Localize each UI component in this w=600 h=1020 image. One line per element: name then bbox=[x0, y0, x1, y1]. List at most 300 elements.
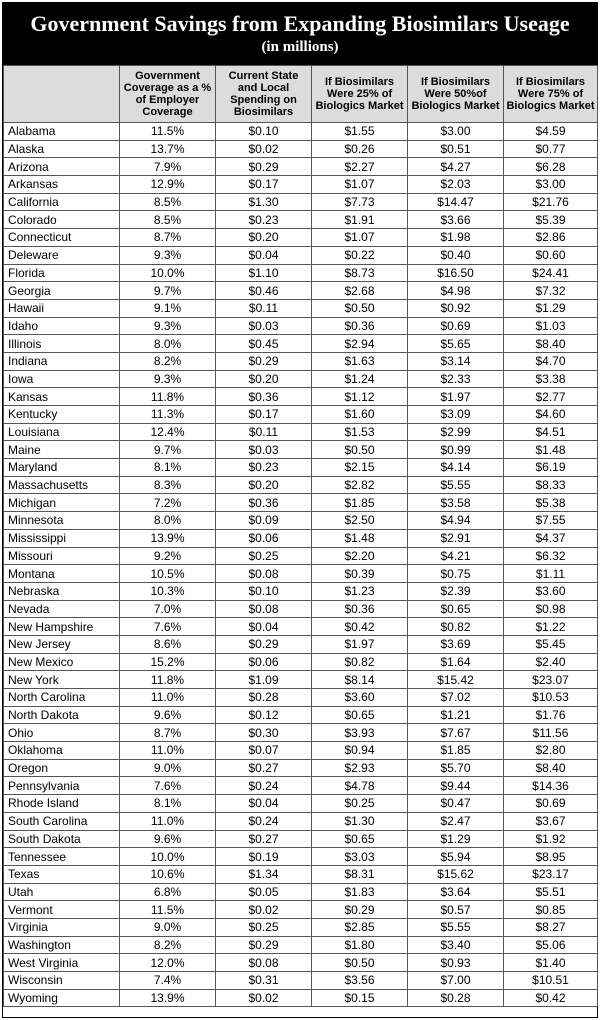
table-row bbox=[4, 123, 598, 141]
savings-50-cell: $1.85 bbox=[408, 742, 504, 760]
state-cell: Vermont bbox=[4, 901, 120, 919]
savings-50-cell: $16.50 bbox=[408, 264, 504, 282]
savings-50-cell: $2.91 bbox=[408, 529, 504, 547]
current-spending-cell: $0.36 bbox=[216, 388, 312, 406]
savings-50-cell: $2.47 bbox=[408, 812, 504, 830]
savings-25-cell: $1.80 bbox=[312, 936, 408, 954]
table-row bbox=[4, 264, 598, 282]
table-row bbox=[4, 423, 598, 441]
state-cell: Minnesota bbox=[4, 512, 120, 530]
current-spending-cell: $0.12 bbox=[216, 706, 312, 724]
savings-75-cell: $8.40 bbox=[504, 759, 598, 777]
savings-75-cell: $8.95 bbox=[504, 848, 598, 866]
savings-75-cell: $11.56 bbox=[504, 724, 598, 742]
state-cell: New Hampshire bbox=[4, 618, 120, 636]
savings-75-cell: $0.85 bbox=[504, 901, 598, 919]
savings-50-cell: $0.93 bbox=[408, 954, 504, 972]
current-spending-cell: $0.11 bbox=[216, 423, 312, 441]
current-spending-cell: $0.46 bbox=[216, 282, 312, 300]
current-spending-cell: $0.27 bbox=[216, 759, 312, 777]
savings-25-cell: $1.07 bbox=[312, 229, 408, 247]
savings-25-cell: $8.14 bbox=[312, 671, 408, 689]
coverage-pct-cell: 10.3% bbox=[120, 582, 216, 600]
savings-75-cell: $10.51 bbox=[504, 972, 598, 990]
savings-75-cell: $5.39 bbox=[504, 211, 598, 229]
savings-50-cell: $0.47 bbox=[408, 795, 504, 813]
table-row bbox=[4, 901, 598, 919]
savings-25-cell: $2.15 bbox=[312, 459, 408, 477]
table-row bbox=[4, 158, 598, 176]
current-spending-cell: $0.20 bbox=[216, 476, 312, 494]
coverage-pct-cell: 7.6% bbox=[120, 618, 216, 636]
savings-25-cell: $0.50 bbox=[312, 441, 408, 459]
table-row bbox=[4, 211, 598, 229]
savings-25-cell: $1.97 bbox=[312, 635, 408, 653]
savings-75-cell: $8.40 bbox=[504, 335, 598, 353]
coverage-pct-cell: 13.9% bbox=[120, 989, 216, 1007]
savings-50-cell: $3.58 bbox=[408, 494, 504, 512]
table-row bbox=[4, 388, 598, 406]
savings-75-cell: $1.76 bbox=[504, 706, 598, 724]
savings-75-cell: $4.60 bbox=[504, 406, 598, 424]
state-cell: Arkansas bbox=[4, 176, 120, 194]
state-cell: Colorado bbox=[4, 211, 120, 229]
coverage-pct-cell: 7.0% bbox=[120, 600, 216, 618]
table-row bbox=[4, 459, 598, 477]
current-spending-cell: $0.20 bbox=[216, 229, 312, 247]
savings-25-cell: $0.50 bbox=[312, 954, 408, 972]
table-row bbox=[4, 954, 598, 972]
savings-25-cell: $0.65 bbox=[312, 830, 408, 848]
coverage-pct-cell: 9.6% bbox=[120, 706, 216, 724]
savings-50-cell: $3.09 bbox=[408, 406, 504, 424]
savings-25-cell: $0.25 bbox=[312, 795, 408, 813]
current-spending-cell: $0.17 bbox=[216, 176, 312, 194]
savings-25-cell: $1.55 bbox=[312, 123, 408, 141]
state-cell: Massachusetts bbox=[4, 476, 120, 494]
savings-25-cell: $4.78 bbox=[312, 777, 408, 795]
savings-75-cell: $5.38 bbox=[504, 494, 598, 512]
savings-75-cell: $6.32 bbox=[504, 547, 598, 565]
state-cell: Rhode Island bbox=[4, 795, 120, 813]
savings-25-cell: $1.91 bbox=[312, 211, 408, 229]
savings-25-cell: $1.07 bbox=[312, 176, 408, 194]
current-spending-cell: $0.10 bbox=[216, 582, 312, 600]
savings-50-cell: $5.65 bbox=[408, 335, 504, 353]
coverage-pct-cell: 9.3% bbox=[120, 246, 216, 264]
savings-25-cell: $1.48 bbox=[312, 529, 408, 547]
table-row bbox=[4, 193, 598, 211]
savings-75-cell: $24.41 bbox=[504, 264, 598, 282]
table-row bbox=[4, 582, 598, 600]
table-row bbox=[4, 653, 598, 671]
savings-50-cell: $0.65 bbox=[408, 600, 504, 618]
savings-25-cell: $0.39 bbox=[312, 565, 408, 583]
table-row bbox=[4, 618, 598, 636]
savings-50-cell: $5.55 bbox=[408, 476, 504, 494]
savings-50-cell: $3.00 bbox=[408, 123, 504, 141]
title-bar bbox=[3, 3, 597, 65]
coverage-pct-cell: 11.0% bbox=[120, 742, 216, 760]
savings-50-cell: $4.21 bbox=[408, 547, 504, 565]
table-row bbox=[4, 335, 598, 353]
coverage-pct-cell: 9.0% bbox=[120, 759, 216, 777]
savings-25-cell: $0.65 bbox=[312, 706, 408, 724]
current-spending-cell: $1.10 bbox=[216, 264, 312, 282]
savings-75-cell: $1.40 bbox=[504, 954, 598, 972]
table-row bbox=[4, 476, 598, 494]
current-spending-cell: $0.04 bbox=[216, 618, 312, 636]
state-cell: North Dakota bbox=[4, 706, 120, 724]
table-row bbox=[4, 795, 598, 813]
table-row bbox=[4, 176, 598, 194]
savings-50-cell: $2.03 bbox=[408, 176, 504, 194]
savings-25-cell: $1.12 bbox=[312, 388, 408, 406]
current-spending-cell: $1.09 bbox=[216, 671, 312, 689]
state-cell: Texas bbox=[4, 865, 120, 883]
savings-25-cell: $0.36 bbox=[312, 600, 408, 618]
coverage-pct-cell: 8.7% bbox=[120, 724, 216, 742]
savings-25-cell: $3.56 bbox=[312, 972, 408, 990]
current-spending-cell: $0.29 bbox=[216, 936, 312, 954]
savings-75-cell: $8.33 bbox=[504, 476, 598, 494]
table-row bbox=[4, 600, 598, 618]
savings-50-cell: $5.55 bbox=[408, 918, 504, 936]
savings-25-cell: $1.30 bbox=[312, 812, 408, 830]
savings-75-cell: $6.28 bbox=[504, 158, 598, 176]
table-body bbox=[4, 123, 598, 1007]
table-row bbox=[4, 441, 598, 459]
table-row bbox=[4, 529, 598, 547]
coverage-pct-cell: 9.7% bbox=[120, 282, 216, 300]
state-cell: North Carolina bbox=[4, 689, 120, 707]
coverage-pct-cell: 9.7% bbox=[120, 441, 216, 459]
table-row bbox=[4, 972, 598, 990]
savings-25-cell: $0.50 bbox=[312, 299, 408, 317]
table-title: Government Savings from Expanding Biosimilars Useage bbox=[30, 11, 570, 36]
savings-75-cell: $14.36 bbox=[504, 777, 598, 795]
coverage-pct-cell: 11.3% bbox=[120, 406, 216, 424]
savings-50-cell: $3.66 bbox=[408, 211, 504, 229]
state-cell: West Virginia bbox=[4, 954, 120, 972]
coverage-pct-cell: 15.2% bbox=[120, 653, 216, 671]
savings-75-cell: $5.51 bbox=[504, 883, 598, 901]
savings-75-cell: $10.53 bbox=[504, 689, 598, 707]
savings-75-cell: $3.00 bbox=[504, 176, 598, 194]
savings-50-cell: $2.39 bbox=[408, 582, 504, 600]
savings-75-cell: $7.55 bbox=[504, 512, 598, 530]
coverage-pct-cell: 9.3% bbox=[120, 317, 216, 335]
table-row bbox=[4, 406, 598, 424]
coverage-pct-cell: 10.0% bbox=[120, 848, 216, 866]
savings-75-cell: $7.32 bbox=[504, 282, 598, 300]
coverage-pct-cell: 9.0% bbox=[120, 918, 216, 936]
table-row bbox=[4, 547, 598, 565]
coverage-pct-cell: 8.5% bbox=[120, 211, 216, 229]
coverage-pct-cell: 11.5% bbox=[120, 901, 216, 919]
savings-75-cell: $23.17 bbox=[504, 865, 598, 883]
coverage-pct-cell: 10.6% bbox=[120, 865, 216, 883]
state-cell: Connecticut bbox=[4, 229, 120, 247]
current-spending-cell: $0.24 bbox=[216, 812, 312, 830]
coverage-pct-cell: 11.5% bbox=[120, 123, 216, 141]
savings-25-cell: $8.31 bbox=[312, 865, 408, 883]
savings-50-cell: $15.42 bbox=[408, 671, 504, 689]
coverage-pct-cell: 11.8% bbox=[120, 671, 216, 689]
table-row bbox=[4, 848, 598, 866]
savings-50-cell: $2.99 bbox=[408, 423, 504, 441]
savings-50-cell: $0.75 bbox=[408, 565, 504, 583]
current-spending-cell: $0.05 bbox=[216, 883, 312, 901]
savings-50-cell: $7.00 bbox=[408, 972, 504, 990]
table-row bbox=[4, 812, 598, 830]
header-75-percent: If Biosimilars Were 75% of Biologics Market bbox=[504, 66, 598, 123]
state-cell: New Jersey bbox=[4, 635, 120, 653]
current-spending-cell: $0.29 bbox=[216, 352, 312, 370]
state-cell: Missouri bbox=[4, 547, 120, 565]
current-spending-cell: $0.04 bbox=[216, 246, 312, 264]
savings-50-cell: $0.28 bbox=[408, 989, 504, 1007]
savings-75-cell: $4.51 bbox=[504, 423, 598, 441]
current-spending-cell: $0.19 bbox=[216, 848, 312, 866]
savings-50-cell: $3.69 bbox=[408, 635, 504, 653]
savings-25-cell: $1.24 bbox=[312, 370, 408, 388]
header-25-percent: If Biosimilars Were 25% of Biologics Market bbox=[312, 66, 408, 123]
savings-75-cell: $2.80 bbox=[504, 742, 598, 760]
table-row bbox=[4, 830, 598, 848]
savings-75-cell: $5.06 bbox=[504, 936, 598, 954]
state-cell: Maryland bbox=[4, 459, 120, 477]
coverage-pct-cell: 8.5% bbox=[120, 193, 216, 211]
current-spending-cell: $0.28 bbox=[216, 689, 312, 707]
table-row bbox=[4, 565, 598, 583]
state-cell: Mississippi bbox=[4, 529, 120, 547]
current-spending-cell: $0.23 bbox=[216, 459, 312, 477]
savings-25-cell: $3.93 bbox=[312, 724, 408, 742]
savings-50-cell: $4.94 bbox=[408, 512, 504, 530]
current-spending-cell: $0.06 bbox=[216, 529, 312, 547]
state-cell: California bbox=[4, 193, 120, 211]
savings-25-cell: $2.93 bbox=[312, 759, 408, 777]
current-spending-cell: $0.36 bbox=[216, 494, 312, 512]
coverage-pct-cell: 8.6% bbox=[120, 635, 216, 653]
savings-50-cell: $0.40 bbox=[408, 246, 504, 264]
state-cell: Nebraska bbox=[4, 582, 120, 600]
header-state bbox=[4, 66, 120, 123]
savings-50-cell: $7.02 bbox=[408, 689, 504, 707]
state-cell: Montana bbox=[4, 565, 120, 583]
savings-25-cell: $1.85 bbox=[312, 494, 408, 512]
state-cell: Georgia bbox=[4, 282, 120, 300]
table-row bbox=[4, 512, 598, 530]
current-spending-cell: $1.30 bbox=[216, 193, 312, 211]
savings-50-cell: $1.97 bbox=[408, 388, 504, 406]
current-spending-cell: $0.03 bbox=[216, 441, 312, 459]
savings-25-cell: $2.20 bbox=[312, 547, 408, 565]
savings-50-cell: $9.44 bbox=[408, 777, 504, 795]
savings-50-cell: $1.98 bbox=[408, 229, 504, 247]
savings-50-cell: $1.64 bbox=[408, 653, 504, 671]
savings-50-cell: $14.47 bbox=[408, 193, 504, 211]
savings-25-cell: $0.26 bbox=[312, 140, 408, 158]
current-spending-cell: $0.20 bbox=[216, 370, 312, 388]
savings-25-cell: $2.27 bbox=[312, 158, 408, 176]
savings-50-cell: $3.64 bbox=[408, 883, 504, 901]
table-row bbox=[4, 317, 598, 335]
state-cell: Wyoming bbox=[4, 989, 120, 1007]
savings-50-cell: $4.14 bbox=[408, 459, 504, 477]
savings-75-cell: $0.60 bbox=[504, 246, 598, 264]
current-spending-cell: $0.30 bbox=[216, 724, 312, 742]
current-spending-cell: $0.02 bbox=[216, 140, 312, 158]
table-row bbox=[4, 706, 598, 724]
current-spending-cell: $0.02 bbox=[216, 989, 312, 1007]
coverage-pct-cell: 7.9% bbox=[120, 158, 216, 176]
coverage-pct-cell: 8.2% bbox=[120, 352, 216, 370]
savings-50-cell: $7.67 bbox=[408, 724, 504, 742]
state-cell: Wisconsin bbox=[4, 972, 120, 990]
savings-75-cell: $5.45 bbox=[504, 635, 598, 653]
table-row bbox=[4, 777, 598, 795]
savings-50-cell: $15.62 bbox=[408, 865, 504, 883]
savings-25-cell: $1.53 bbox=[312, 423, 408, 441]
state-cell: Iowa bbox=[4, 370, 120, 388]
current-spending-cell: $0.08 bbox=[216, 600, 312, 618]
current-spending-cell: $0.07 bbox=[216, 742, 312, 760]
savings-75-cell: $1.03 bbox=[504, 317, 598, 335]
table-row bbox=[4, 352, 598, 370]
table-row bbox=[4, 370, 598, 388]
state-cell: Michigan bbox=[4, 494, 120, 512]
savings-75-cell: $3.67 bbox=[504, 812, 598, 830]
state-cell: Kentucky bbox=[4, 406, 120, 424]
savings-75-cell: $1.29 bbox=[504, 299, 598, 317]
savings-50-cell: $3.14 bbox=[408, 352, 504, 370]
table-row bbox=[4, 724, 598, 742]
header-row bbox=[4, 66, 598, 123]
coverage-pct-cell: 12.4% bbox=[120, 423, 216, 441]
coverage-pct-cell: 8.1% bbox=[120, 459, 216, 477]
current-spending-cell: $0.06 bbox=[216, 653, 312, 671]
coverage-pct-cell: 11.8% bbox=[120, 388, 216, 406]
savings-25-cell: $0.29 bbox=[312, 901, 408, 919]
savings-75-cell: $4.59 bbox=[504, 123, 598, 141]
savings-25-cell: $8.73 bbox=[312, 264, 408, 282]
current-spending-cell: $0.04 bbox=[216, 795, 312, 813]
coverage-pct-cell: 11.0% bbox=[120, 812, 216, 830]
savings-50-cell: $5.94 bbox=[408, 848, 504, 866]
table-row bbox=[4, 494, 598, 512]
table-row bbox=[4, 865, 598, 883]
savings-50-cell: $0.92 bbox=[408, 299, 504, 317]
header-coverage-pct: Government Coverage as a % of Employer Coverage bbox=[120, 66, 216, 123]
savings-25-cell: $0.42 bbox=[312, 618, 408, 636]
table-row bbox=[4, 918, 598, 936]
savings-50-cell: $2.33 bbox=[408, 370, 504, 388]
coverage-pct-cell: 13.7% bbox=[120, 140, 216, 158]
table-row bbox=[4, 282, 598, 300]
savings-75-cell: $3.38 bbox=[504, 370, 598, 388]
state-cell: Virginia bbox=[4, 918, 120, 936]
savings-50-cell: $4.27 bbox=[408, 158, 504, 176]
state-cell: South Carolina bbox=[4, 812, 120, 830]
savings-75-cell: $0.98 bbox=[504, 600, 598, 618]
coverage-pct-cell: 9.1% bbox=[120, 299, 216, 317]
current-spending-cell: $0.23 bbox=[216, 211, 312, 229]
savings-25-cell: $3.60 bbox=[312, 689, 408, 707]
current-spending-cell: $0.09 bbox=[216, 512, 312, 530]
savings-75-cell: $0.69 bbox=[504, 795, 598, 813]
state-cell: Oklahoma bbox=[4, 742, 120, 760]
savings-75-cell: $1.11 bbox=[504, 565, 598, 583]
state-cell: Ohio bbox=[4, 724, 120, 742]
state-cell: Oregon bbox=[4, 759, 120, 777]
coverage-pct-cell: 11.0% bbox=[120, 689, 216, 707]
savings-25-cell: $1.63 bbox=[312, 352, 408, 370]
savings-75-cell: $2.86 bbox=[504, 229, 598, 247]
coverage-pct-cell: 7.6% bbox=[120, 777, 216, 795]
savings-75-cell: $4.70 bbox=[504, 352, 598, 370]
savings-25-cell: $1.23 bbox=[312, 582, 408, 600]
savings-25-cell: $1.60 bbox=[312, 406, 408, 424]
coverage-pct-cell: 6.8% bbox=[120, 883, 216, 901]
table-row bbox=[4, 742, 598, 760]
state-cell: Indiana bbox=[4, 352, 120, 370]
savings-75-cell: $23.07 bbox=[504, 671, 598, 689]
table-row bbox=[4, 936, 598, 954]
savings-25-cell: $0.15 bbox=[312, 989, 408, 1007]
table-row bbox=[4, 883, 598, 901]
coverage-pct-cell: 8.7% bbox=[120, 229, 216, 247]
state-cell: Hawaii bbox=[4, 299, 120, 317]
coverage-pct-cell: 8.0% bbox=[120, 335, 216, 353]
current-spending-cell: $0.25 bbox=[216, 547, 312, 565]
current-spending-cell: $0.45 bbox=[216, 335, 312, 353]
state-cell: Nevada bbox=[4, 600, 120, 618]
state-cell: Washington bbox=[4, 936, 120, 954]
header-50-percent: If Biosimilars Were 50%of Biologics Market bbox=[408, 66, 504, 123]
table-row bbox=[4, 140, 598, 158]
current-spending-cell: $0.25 bbox=[216, 918, 312, 936]
savings-75-cell: $4.37 bbox=[504, 529, 598, 547]
coverage-pct-cell: 10.0% bbox=[120, 264, 216, 282]
coverage-pct-cell: 7.4% bbox=[120, 972, 216, 990]
state-cell: Tennessee bbox=[4, 848, 120, 866]
savings-75-cell: $8.27 bbox=[504, 918, 598, 936]
savings-75-cell: $2.40 bbox=[504, 653, 598, 671]
state-cell: Louisiana bbox=[4, 423, 120, 441]
savings-50-cell: $4.98 bbox=[408, 282, 504, 300]
savings-25-cell: $2.50 bbox=[312, 512, 408, 530]
table-row bbox=[4, 229, 598, 247]
current-spending-cell: $0.24 bbox=[216, 777, 312, 795]
current-spending-cell: $0.10 bbox=[216, 123, 312, 141]
savings-50-cell: $0.82 bbox=[408, 618, 504, 636]
table-subtitle: (in millions) bbox=[261, 39, 339, 55]
table-row bbox=[4, 635, 598, 653]
savings-25-cell: $7.73 bbox=[312, 193, 408, 211]
header-current-spending: Current State and Local Spending on Biosimilars bbox=[216, 66, 312, 123]
savings-50-cell: $0.99 bbox=[408, 441, 504, 459]
savings-50-cell: $0.51 bbox=[408, 140, 504, 158]
savings-25-cell: $0.94 bbox=[312, 742, 408, 760]
savings-75-cell: $6.19 bbox=[504, 459, 598, 477]
coverage-pct-cell: 9.6% bbox=[120, 830, 216, 848]
savings-25-cell: $3.03 bbox=[312, 848, 408, 866]
savings-25-cell: $0.36 bbox=[312, 317, 408, 335]
savings-75-cell: $1.48 bbox=[504, 441, 598, 459]
savings-50-cell: $1.29 bbox=[408, 830, 504, 848]
